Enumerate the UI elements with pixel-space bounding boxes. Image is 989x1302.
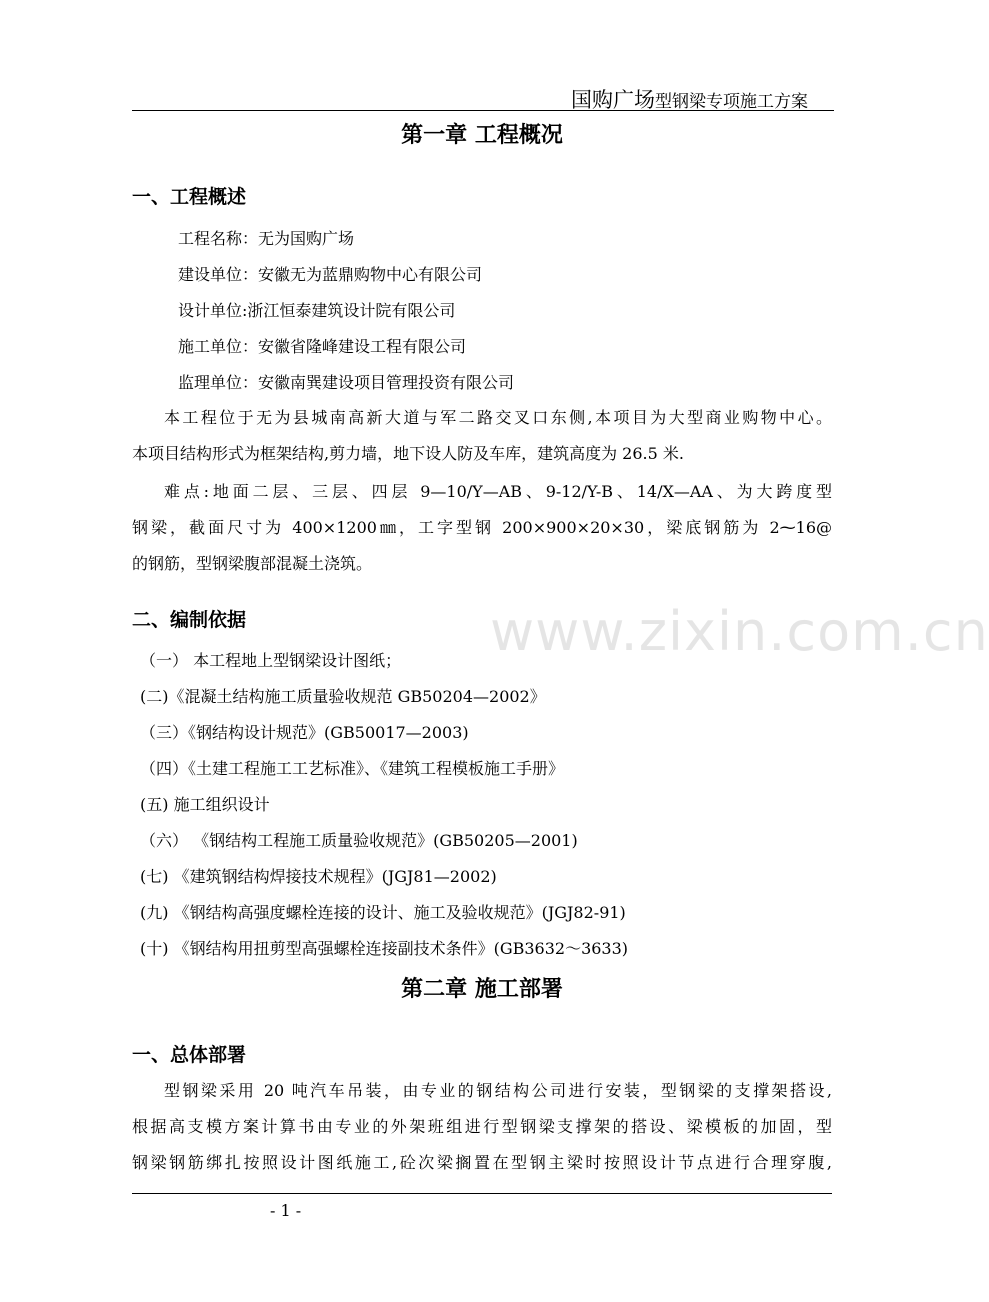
info-project-name: 工程名称：无为国购广场: [178, 229, 355, 248]
paragraph-difficulty-line3: 的钢筋，型钢梁腹部混凝土浇筑。: [132, 554, 373, 573]
paragraph-location-line2: 本项目结构形式为框架结构,剪力墙，地下设人防及车库，建筑高度为 26.5 米.: [132, 444, 684, 463]
header-title-main: 国购广场: [571, 88, 655, 112]
basis-item: （六） 《钢结构工程施工质量验收规范》(GB50205—2001): [140, 831, 578, 850]
watermark: www.zixin.com.cn: [490, 600, 989, 663]
section-overview-heading: 一、工程概述: [132, 186, 247, 208]
paragraph-deployment-line1: 型钢梁采用 20 吨汽车吊装，由专业的钢结构公司进行安装，型钢梁的支撑架搭设,: [164, 1081, 832, 1100]
info-owner: 建设单位：安徽无为蓝鼎购物中心有限公司: [178, 265, 483, 284]
paragraph-difficulty-line1: 难点:地面二层、三层、四层 9—10/Y—AB、9-12/Y-B、14/X—AA、为大跨度型: [164, 482, 832, 501]
chapter2-title: 第二章 施工部署: [401, 977, 563, 1002]
basis-item: (二)《混凝土结构施工质量验收规范 GB50204—2002》: [140, 687, 546, 706]
basis-item: （一） 本工程地上型钢梁设计图纸；: [140, 651, 402, 670]
header-rule: [132, 110, 834, 111]
section-basis-heading: 二、编制依据: [132, 609, 247, 631]
chapter1-title: 第一章 工程概况: [401, 123, 563, 148]
section-deployment-heading: 一、总体部署: [132, 1044, 247, 1066]
basis-item: （三）《钢结构设计规范》(GB50017—2003): [140, 723, 469, 742]
paragraph-deployment-line3: 钢梁钢筋绑扎按照设计图纸施工,砼次梁搁置在型钢主梁时按照设计节点进行合理穿腹,: [132, 1153, 832, 1172]
paragraph-location-line1: 本工程位于无为县城南高新大道与军二路交叉口东侧,本项目为大型商业购物中心。: [164, 408, 832, 427]
paragraph-deployment-line2: 根据高支模方案计算书由专业的外架班组进行型钢梁支撑架的搭设、梁模板的加固，型: [132, 1117, 832, 1136]
basis-item: （四）《土建工程施工工艺标准》、《建筑工程模板施工手册》: [140, 759, 565, 778]
info-contractor: 施工单位：安徽省隆峰建设工程有限公司: [178, 337, 467, 356]
basis-item: (七) 《建筑钢结构焊接技术规程》(JGJ81—2002): [140, 867, 497, 886]
info-designer: 设计单位:浙江恒泰建筑设计院有限公司: [178, 301, 456, 320]
page-number: - 1 -: [270, 1201, 302, 1220]
info-supervisor: 监理单位：安徽南巽建设项目管理投资有限公司: [178, 373, 515, 392]
basis-item: (五) 施工组织设计: [140, 795, 270, 814]
basis-item: (九) 《钢结构高强度螺栓连接的设计、施工及验收规范》(JGJ82-91): [140, 903, 626, 922]
basis-item: (十) 《钢结构用扭剪型高强螺栓连接副技术条件》(GB3632～3633): [140, 939, 629, 958]
paragraph-difficulty-line2: 钢梁，截面尺寸为 400×1200㎜，工字型钢 200×900×20×30，梁底钢筋为 2⁓16@: [132, 518, 832, 537]
header-title-sub: 型钢梁专项施工方案: [655, 92, 808, 112]
footer-rule: [132, 1193, 832, 1194]
